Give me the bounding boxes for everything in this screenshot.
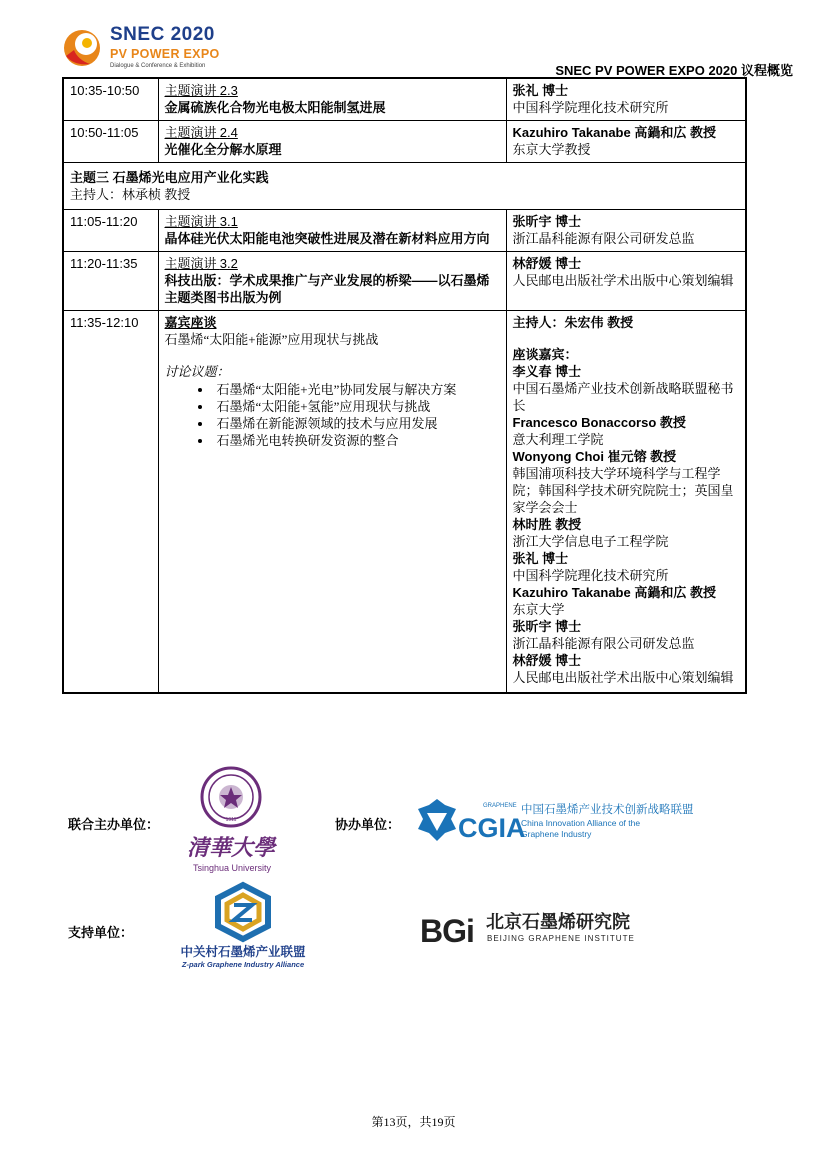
guest-affiliation: 浙江大学信息电子工程学院	[512, 534, 669, 549]
guest-affiliation: 韩国浦项科技大学环境科学与工程学院；韩国科学技术研究院院士；英国皇家学会会士	[512, 466, 734, 515]
talk-title: 光催化全分解水原理	[164, 142, 282, 157]
table-row	[63, 252, 746, 311]
cgia-mark-icon	[415, 797, 715, 843]
time-cell: 10:35-10:50	[63, 78, 158, 121]
topics-label: 讨论议题：	[164, 364, 230, 379]
session-host: 主持人：林承桢 教授	[70, 187, 191, 202]
table-row	[63, 210, 746, 252]
panel-label: 嘉宾座谈	[164, 315, 217, 330]
speaker-cell	[506, 121, 746, 163]
speaker-affiliation: 东京大学教授	[512, 142, 591, 157]
page-footer: 第13页，共19页	[371, 1115, 456, 1129]
panel-subtitle: 石墨烯“太阳能+能源”应用现状与挑战	[164, 332, 379, 347]
zpark-cn-name: 中关村石墨烯产业联盟	[180, 944, 306, 959]
guest-name: 林时胜 教授	[512, 517, 582, 532]
speaker-affiliation: 人民邮电出版社学术出版中心策划编辑	[512, 273, 734, 288]
zpark-en-name: Z-park Graphene Industry Alliance	[181, 960, 305, 969]
guest-name: 张礼 博士	[512, 551, 569, 566]
talk-cell	[158, 121, 506, 163]
session-cell	[63, 163, 746, 210]
page-header-title: SNEC PV POWER EXPO 2020 议程概览	[555, 63, 793, 78]
list-item: • 石墨烯光电转换研发资源的整合	[213, 432, 500, 449]
speaker-name: 张礼 博士	[512, 83, 569, 98]
bgi-en-name: BEIJING GRAPHENE INSTITUTE	[487, 934, 635, 943]
session-row	[63, 163, 746, 210]
topics-list	[165, 381, 500, 449]
time-cell: 11:35-12:10	[63, 311, 158, 694]
bgi-abbr: BGi	[420, 913, 474, 948]
cgia-en-line1: China Innovation Alliance of the	[521, 818, 641, 828]
guest-name: 李义春 博士	[512, 364, 582, 379]
list-item: • 石墨烯“太阳能+光电”协同发展与解决方案	[213, 381, 500, 398]
cgia-logo	[415, 797, 715, 843]
talk-cell	[158, 252, 506, 311]
talk-type: 主题演讲 3.2	[164, 256, 238, 271]
logo-line3: Dialogue & Conference & Exhibition	[110, 63, 206, 69]
talk-title: 金属硫族化合物光电极太阳能制氢进展	[164, 100, 386, 115]
guest-name: Wonyong Choi 崔元镕 教授	[512, 449, 677, 464]
cgia-en-line2: Graphene Industry	[521, 829, 592, 839]
time-cell: 11:20-11:35	[63, 252, 158, 311]
tsinghua-en-name: Tsinghua University	[193, 863, 272, 873]
speaker-affiliation: 中国科学院理化技术研究所	[512, 100, 669, 115]
talk-type: 主题演讲 2.4	[164, 125, 238, 140]
snec-sun-icon	[60, 26, 104, 70]
time-cell: 10:50-11:05	[63, 121, 158, 163]
tsinghua-seal-icon	[185, 765, 295, 875]
guest-affiliation: 中国石墨烯产业技术创新战略联盟秘书长	[512, 381, 734, 413]
speaker-name: Kazuhiro Takanabe 高鍋和広 教授	[512, 125, 716, 140]
speaker-affiliation: 浙江晶科能源有限公司研发总监	[512, 231, 695, 246]
panel-row	[63, 311, 746, 694]
guest-name: Kazuhiro Takanabe 高鍋和広 教授	[512, 585, 716, 600]
table-row	[63, 78, 746, 121]
zpark-hexagon-icon	[168, 880, 318, 970]
cgia-small-text: GRAPHENE	[483, 803, 517, 809]
speaker-cell	[506, 252, 746, 311]
tsinghua-cn-name: 清華大學	[187, 835, 276, 861]
guest-affiliation: 中国科学院理化技术研究所	[512, 568, 669, 583]
bgi-logo	[420, 908, 650, 948]
talk-type: 主题演讲 2.3	[164, 83, 238, 98]
table-row	[63, 121, 746, 163]
panel-host: 主持人：朱宏伟 教授	[512, 315, 634, 330]
time-cell: 11:05-11:20	[63, 210, 158, 252]
talk-type: 主题演讲 3.1	[164, 214, 238, 229]
guests-label: 座谈嘉宾：	[512, 347, 578, 362]
list-item: • 石墨烯“太阳能+氢能”应用现状与挑战	[213, 398, 500, 415]
guest-affiliation: 人民邮电出版社学术出版中心策划编辑	[512, 670, 734, 685]
tsinghua-seal-year: 1911	[225, 817, 237, 823]
agenda-table	[62, 77, 747, 694]
panel-cell	[158, 311, 506, 694]
guest-name: 林舒媛 博士	[512, 653, 582, 668]
list-item: • 石墨烯在新能源领域的技术与应用发展	[213, 415, 500, 432]
zpark-logo	[168, 880, 318, 970]
speaker-name: 张昕宇 博士	[512, 214, 582, 229]
talk-title: 晶体硅光伏太阳能电池突破性进展及潜在新材料应用方向	[164, 231, 490, 246]
bgi-mark-icon	[420, 908, 650, 948]
cgia-cn-name: 中国石墨烯产业技术创新战略联盟	[521, 802, 694, 816]
co-organizer-label: 协办单位：	[335, 817, 401, 832]
snec-logo	[60, 22, 230, 76]
speaker-name: 林舒媛 博士	[512, 256, 582, 271]
session-title: 主题三 石墨烯光电应用产业化实践	[70, 170, 269, 185]
speaker-cell	[506, 210, 746, 252]
guest-name: 张昕宇 博士	[512, 619, 582, 634]
guest-affiliation: 东京大学	[512, 602, 565, 617]
guest-affiliation: 意大利理工学院	[512, 432, 604, 447]
tsinghua-logo	[185, 765, 295, 875]
support-label: 支持单位：	[68, 925, 134, 940]
talk-title: 科技出版：学术成果推广与产业发展的桥梁——以石墨烯主题类图书出版为例	[164, 273, 490, 305]
logo-line2: PV POWER EXPO	[110, 47, 220, 61]
cgia-abbr: CGIA	[458, 813, 526, 843]
logo-line1: SNEC 2020	[110, 24, 215, 45]
talk-cell	[158, 78, 506, 121]
speaker-cell	[506, 78, 746, 121]
bgi-cn-name: 北京石墨烯研究院	[486, 912, 630, 933]
panel-speakers-cell	[506, 311, 746, 694]
co-host-label: 联合主办单位：	[68, 817, 160, 832]
talk-cell	[158, 210, 506, 252]
guest-affiliation: 浙江晶科能源有限公司研发总监	[512, 636, 695, 651]
guest-name: Francesco Bonaccorso 教授	[512, 415, 686, 430]
